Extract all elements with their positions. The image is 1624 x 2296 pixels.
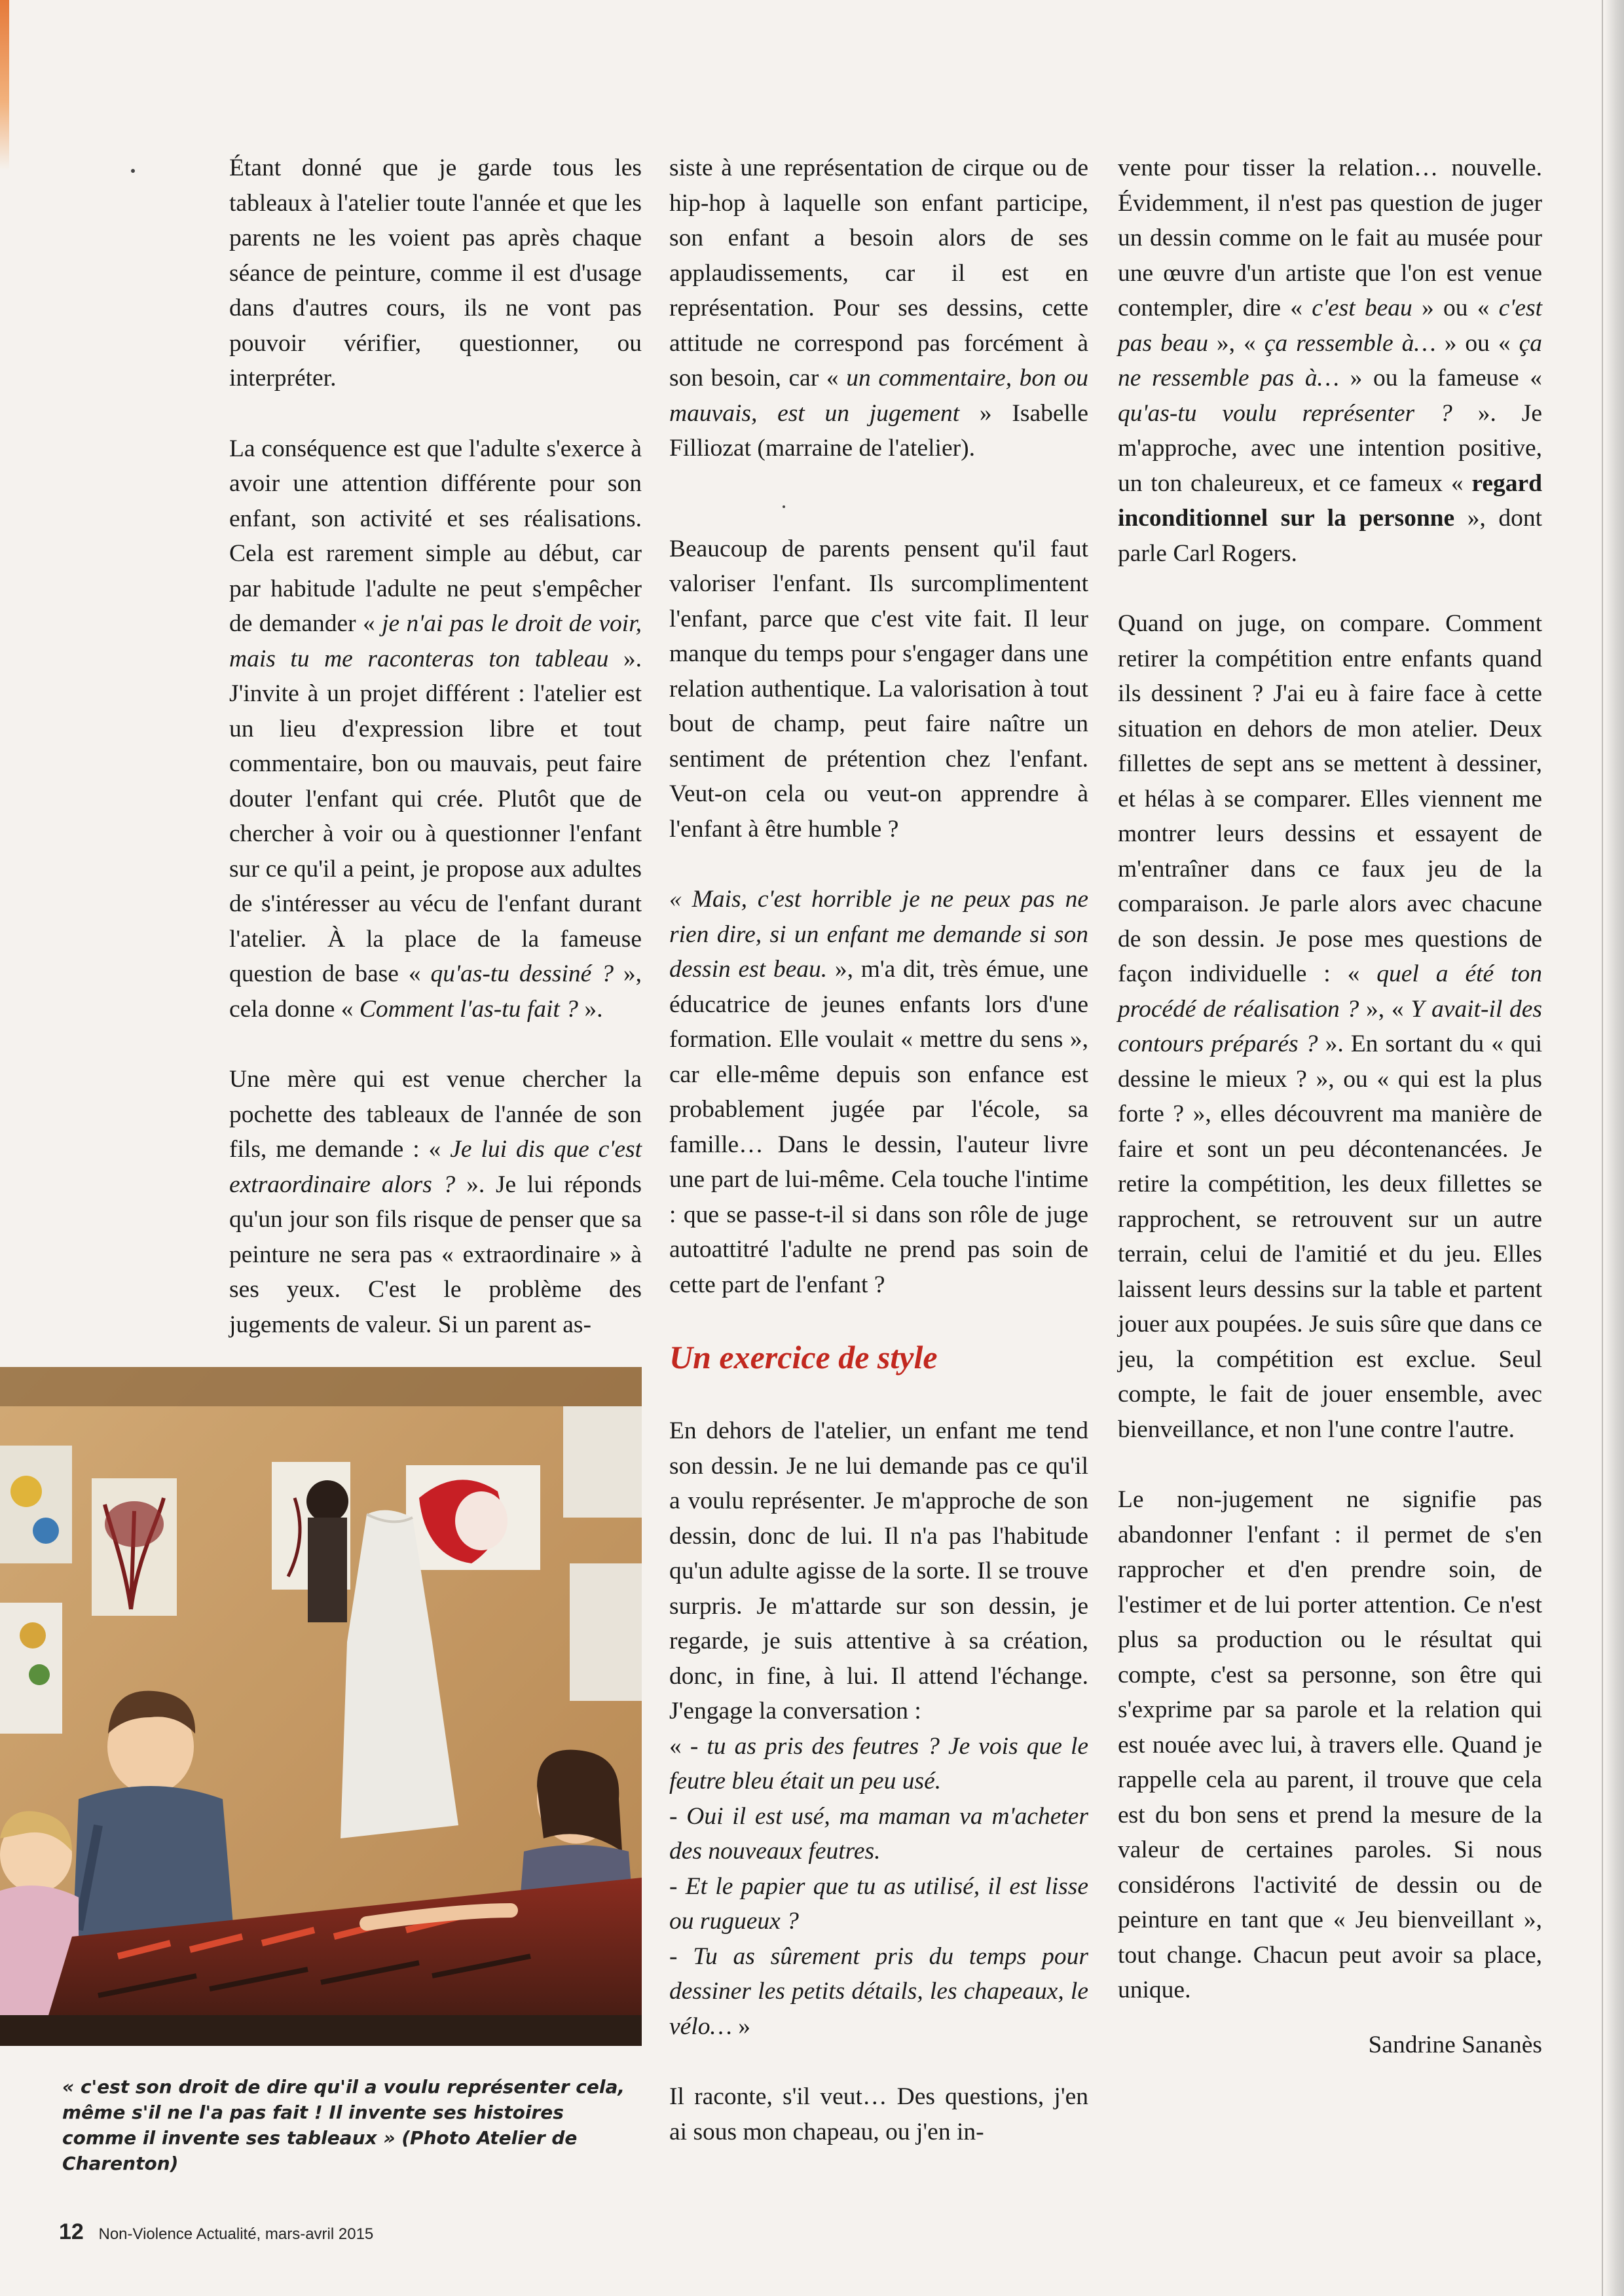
quote-text: quel a été ton procédé de réalisation ? xyxy=(1118,960,1542,1023)
quote-text: Je lui dis que c'est extraordinaire alors ? xyxy=(229,1136,642,1198)
paragraph-text: « xyxy=(669,1732,690,1760)
quote-text: qu'as-tu voulu représenter ? xyxy=(1118,399,1452,427)
speck xyxy=(131,169,135,173)
quote-text: qu'as-tu dessiné ? xyxy=(430,960,614,987)
quote-text: « Mais, c'est horrible je ne peux pas ne rien dire, si un enfant me demande si son dessin est beau. xyxy=(669,886,1088,983)
paragraph-text: » xyxy=(731,2013,750,2040)
paragraph-text: » ou « xyxy=(1412,295,1499,321)
paragraph-text: Une mère qui est venue chercher la pochette des tableaux de l'année de son fils, me demande : « xyxy=(229,1066,642,1163)
page-number: 12 xyxy=(59,2219,84,2244)
quote-text: - Tu as sûrement pris du temps pour dessiner les petits détails, les chapeaux, le vélo… xyxy=(669,1942,1088,2040)
quote-text: - Oui il est usé, ma maman va m'acheter des nouveaux feutres. xyxy=(669,1802,1088,1865)
paragraph-text: Quand on juge, on compare. Comment retirer la compétition entre enfants quand ils dessinent ? J'ai eu à faire face à cette situation en dehors de mon atelier. Deux fillettes de sept ans se mettent à dessiner, et hélas à se comparer. Elles viennent me montrer leurs dessins et essayent de m'entraîner dans ce faux jeu de la comparaison. Je parle alors avec chacune de son dessin. Je pose mes questions de façon individuelle : « xyxy=(1118,610,1542,987)
paragraph-text: Beaucoup de parents pensent qu'il faut valoriser l'enfant. Ils surcomplimentent l'enfant, parce que c'est vite fait. Il leur manque du temps pour s'engager dans une relation authentique. La valorisation à tout bout de champ, peut faire naître un sentiment de prétention chez l'enfant. Veut-on cela ou veut-on apprendre à l'enfant à être humble ? xyxy=(669,535,1088,843)
paragraph xyxy=(669,2079,1088,2149)
paragraph-text: ». En sortant du « qui dessine le mieux ? », ou « qui est la plus forte ? », elles découvrent ma manière de faire et sont un peu décontenancées. Je retire la compétition, les deux fillettes se rapprochent, se retrouvent sur un autre terrain, celui de l'amitié et du jeu. Elles laissent leurs dessins sur la table et partent jouer aux poupées. Je suis sûre que dans ce jeu, la compétition est exclue. Seul compte, le fait de jouer ensemble, avec bienveillance, et non l'une contre l'autre. xyxy=(1118,1030,1542,1443)
quote-text: - Et le papier que tu as utilisé, il est lisse ou rugueux ? xyxy=(669,1872,1088,1935)
quote-text: c'est beau xyxy=(1312,295,1412,321)
paragraph-text: ». Je m'approche, avec une intention positive, un ton chaleureux, et ce fameux « xyxy=(1118,399,1543,497)
quote-text: ça ressemble à… xyxy=(1264,329,1436,357)
paragraph-text: Étant donné que je garde tous les tableaux à l'atelier toute l'année et que les parents ne les voient pas après chaque séance de peinture, comme il est d'usage dans d'autres cours, ils ne vont pas pouvoir vérifier, questionner, ou interpréter. xyxy=(229,155,642,392)
paragraph xyxy=(229,431,642,1027)
dialogue-line xyxy=(669,1939,1088,2045)
article-column-2 xyxy=(669,151,1088,2149)
quote-text: un commentaire, bon ou mauvais, est un jugement xyxy=(669,365,1088,427)
quote-text: Y avait-il des contours préparés ? xyxy=(1118,995,1543,1057)
quote-text: je n'ai pas le droit de voir, mais tu me raconteras ton tableau xyxy=(229,610,642,672)
paragraph xyxy=(1118,151,1542,571)
paragraph-text: ». xyxy=(578,995,603,1023)
section-subheading: Un exercice de style xyxy=(669,1339,938,1376)
publication-name: Non-Violence Actualité, mars-avril 2015 xyxy=(98,2225,374,2243)
paragraph-text: », « xyxy=(1359,995,1411,1023)
article-column-1 xyxy=(229,151,642,1342)
paragraph-text: siste à une représentation de cirque ou de hip-hop à laquelle son enfant participe, son enfant a besoin alors de ses applaudissements, car il est en représentation. Pour ses dessins, cette attitude ne correspond pas forcément à son besoin, car « xyxy=(669,155,1088,392)
paragraph xyxy=(669,1413,1088,1729)
paragraph-text: » ou « xyxy=(1435,329,1519,357)
bold-phrase: regard inconditionnel sur la personne xyxy=(1118,469,1542,532)
scan-edge-shadow xyxy=(1604,0,1624,2296)
paragraph xyxy=(1118,1482,1542,2008)
author-signature: Sandrine Sananès xyxy=(1368,2031,1542,2058)
scan-fold-line xyxy=(1602,0,1603,2296)
paragraph-text: », « xyxy=(1208,329,1264,357)
paragraph-text: », dont parle Carl Rogers. xyxy=(1118,505,1542,567)
paragraph xyxy=(1118,606,1542,1447)
paragraph-text: », cela donne « xyxy=(229,960,642,1023)
atelier-photo-illustration xyxy=(0,1367,642,2046)
paragraph-text: Le non-jugement ne signifie pas abandonner l'enfant : il permet de s'en rapprocher et d'en prendre soin, de l'estimer et de lui porter attention. Ce n'est plus sa production ou le résultat qui compte, c'est sa personne, son être qui s'exprime par sa parole et la relation qui est nouée avec lui, à travers elle. Quand je rappelle cela au parent, il trouve que cela est du bon sens et prend la mesure de la valeur de certaines paroles. Si nous considérons l'activité de dessin ou de peinture en tant que « Jeu bienveillant », tout change. Chacun peut avoir sa place, unique. xyxy=(1118,1486,1542,2003)
paragraph-text: vente pour tisser la relation… nouvelle. Évidemment, il n'est pas question de juger un dessin comme on le fait au musée pour une œuvre d'un artiste que l'on est venue contempler, dire « xyxy=(1118,155,1542,321)
paragraph-text: », m'a dit, très émue, une éducatrice de jeunes enfants lors d'une formation. Elle voulait « mettre du sens », car elle-même depuis son enfance est probablement jugée par l'école, sa famille… Dans le dessin, l'auteur livre une part de lui-même. Cela touche l'intime : que se passe-t-il si dans son rôle de juge autoattitré l'adulte ne prend pas soin de cette part de l'enfant ? xyxy=(669,956,1088,1298)
paragraph xyxy=(229,151,642,396)
page-edge-color xyxy=(0,0,9,170)
paragraph-text: » Isabelle Filliozat (marraine de l'atelier). xyxy=(669,399,1088,462)
quote-text: ça ne ressemble pas à… xyxy=(1118,329,1543,392)
quote-text: c'est pas beau xyxy=(1118,295,1542,357)
paragraph xyxy=(669,532,1088,847)
paragraph-text: La conséquence est que l'adulte s'exerce à avoir une attention différente pour son enfant, son activité et ses réalisations. Cela est rarement simple au début, car par habitude l'adulte ne peut s'empêcher de demander « xyxy=(229,435,642,637)
paragraph xyxy=(669,882,1088,1302)
paragraph-text: » ou la fameuse « xyxy=(1338,365,1543,392)
dialogue-line xyxy=(669,1799,1088,1869)
quote-text: Comment l'as-tu fait ? xyxy=(359,995,578,1023)
article-photo xyxy=(0,1367,642,2046)
paragraph xyxy=(229,1062,642,1342)
paragraph-text: Il raconte, s'il veut… Des questions, j'en ai sous mon chapeau, ou j'en in- xyxy=(669,2083,1088,2145)
page-footer xyxy=(59,2219,373,2245)
paragraph xyxy=(669,151,1088,466)
dialogue-line xyxy=(669,1869,1088,1939)
paragraph-text: ». Je lui réponds qu'un jour son fils risque de penser que sa peinture ne sera pas « extraordinaire » à ses yeux. C'est le problème des jugements de valeur. Si un parent as- xyxy=(229,1171,642,1338)
article-column-3 xyxy=(1118,151,1542,2062)
paragraph-text: En dehors de l'atelier, un enfant me tend son dessin. Je ne lui demande pas ce qu'il a voulu représenter. Je m'approche de son dessin, donc de lui. Il n'a pas l'habitude qu'un adulte agisse de la sorte. Il se trouve surpris. Je m'attarde sur son dessin, je regarde, je suis attentive à sa création, donc, in fine, à lui. Il attend l'échange. J'engage la conversation : xyxy=(669,1417,1088,1724)
photo-caption: « c'est son droit de dire qu'il a voulu représenter cela, même s'il ne l'a pas fait ! Il invente ses histoires comme il invente ses tableaux » (Photo Atelier de Charenton) xyxy=(62,2076,625,2174)
quote-text: - tu as pris des feutres ? Je vois que le feutre bleu était un peu usé. xyxy=(669,1732,1089,1795)
paragraph-text: ». J'invite à un projet différent : l'atelier est un lieu d'expression libre et tout commentaire, bon ou mauvais, peut faire douter l'enfant qui crée. Plutôt que de chercher à voir ou à questionner l'enfant sur ce qu'il a peint, je propose aux adultes de s'intéresser au vécu de l'enfant durant l'atelier. À la place de la fameuse question de base « xyxy=(229,645,642,987)
dialogue-line xyxy=(669,1729,1088,1799)
